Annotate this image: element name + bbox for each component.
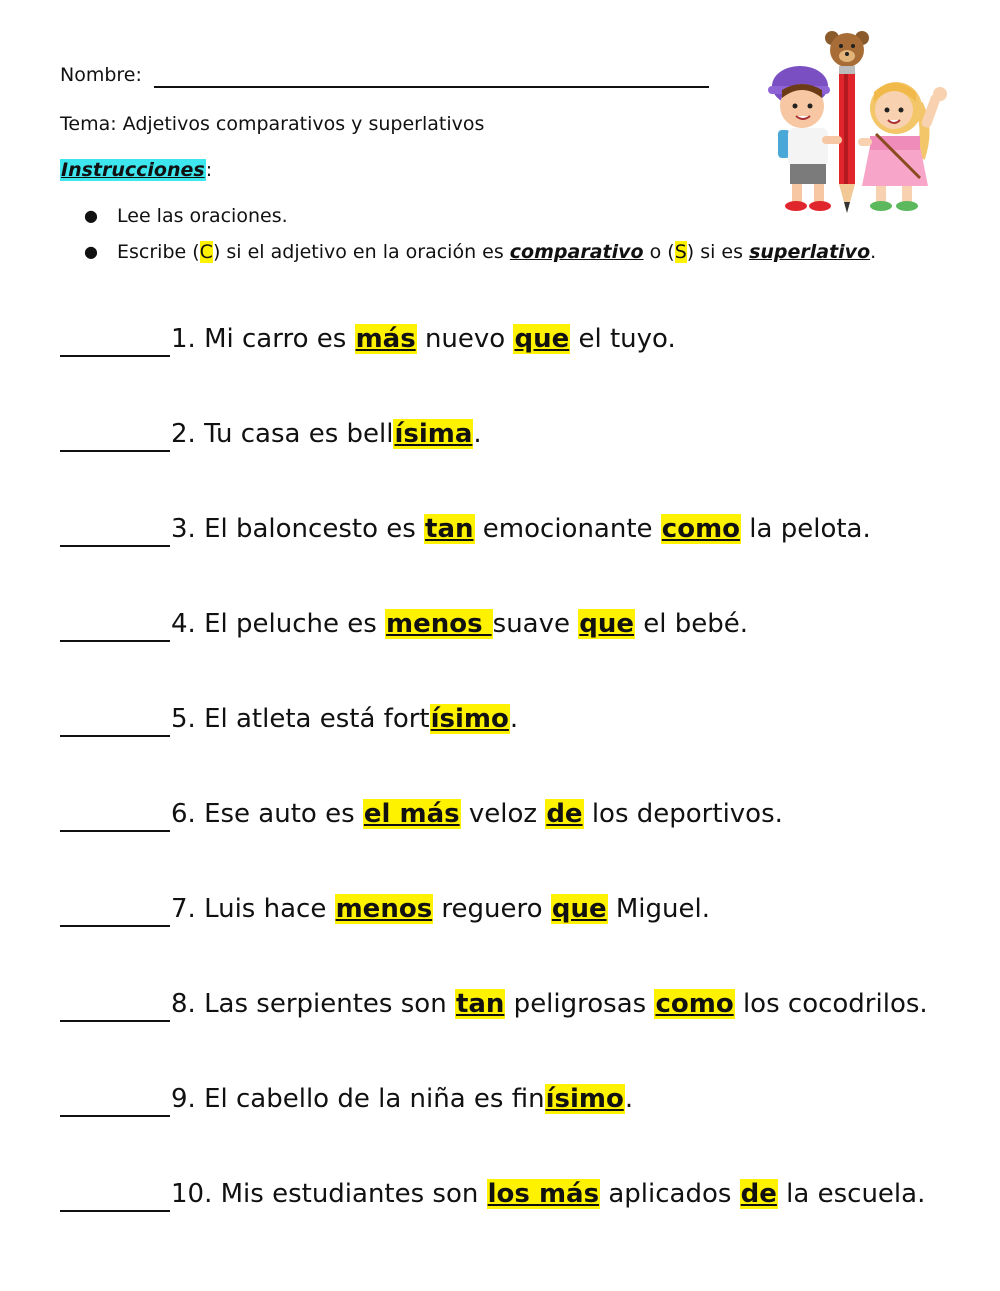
sentence-text: 10. Mis estudiantes son: [171, 1179, 487, 1209]
highlighted-word: como: [661, 514, 741, 544]
keyword-comparativo: comparativo: [509, 241, 644, 263]
letter-s-highlight: S: [674, 241, 687, 263]
sentence-row: [60, 416, 482, 452]
instruction-text-part: Escribe (: [117, 241, 200, 263]
sentence-text: .: [473, 419, 482, 449]
bullet-icon: ●: [84, 206, 98, 225]
sentence-text: aplicados: [600, 1179, 740, 1209]
kids-pencil-illustration: [760, 28, 955, 218]
name-label: Nombre:: [60, 64, 142, 86]
topic-title: Tema: Adjetivos comparativos y superlativos: [60, 113, 485, 135]
instructions-heading: [60, 157, 212, 183]
highlighted-word: como: [655, 989, 734, 1019]
highlighted-word: de: [546, 799, 583, 829]
sentence-text: 2. Tu casa es bell: [171, 419, 394, 449]
sentence-row: [60, 606, 748, 642]
sentence-text: 1. Mi carro es: [171, 324, 355, 354]
highlighted-word: de: [740, 1179, 777, 1209]
sentence-row: [60, 1176, 925, 1212]
sentence-text: los deportivos.: [583, 799, 783, 829]
highlighted-word: menos: [386, 609, 492, 639]
answer-blank[interactable]: [60, 993, 170, 1022]
instruction-text-part: ) si es: [686, 241, 750, 263]
instruction-text-part: ) si el adjetivo en la oración es: [212, 241, 510, 263]
sentence-text: 9. El cabello de la niña es fin: [171, 1084, 545, 1114]
sentence-text: 6. Ese auto es: [171, 799, 363, 829]
highlighted-word: menos: [335, 894, 433, 924]
sentence-text: el bebé.: [635, 609, 749, 639]
answer-blank[interactable]: [60, 423, 170, 452]
sentence-text: 4. El peluche es: [171, 609, 386, 639]
highlighted-word: que: [514, 324, 570, 354]
sentence-row: [60, 986, 928, 1022]
highlighted-word: que: [579, 609, 635, 639]
sentence-text: .: [509, 704, 519, 734]
instructions-title: Instrucciones: [61, 159, 205, 181]
sentence-text: nuevo: [416, 324, 514, 354]
highlighted-word: tan: [455, 989, 505, 1019]
highlighted-word: más: [355, 324, 416, 354]
answer-blank[interactable]: [60, 1088, 170, 1117]
instruction-text: Lee las oraciones.: [117, 205, 288, 227]
name-blank-line: [154, 66, 709, 88]
sentence-text: los cocodrilos.: [734, 989, 928, 1019]
instructions-colon: :: [205, 159, 213, 181]
instruction-item: [82, 203, 876, 239]
sentence-text: suave: [492, 609, 579, 639]
sentence-text: Miguel.: [607, 894, 710, 924]
name-line: [60, 62, 709, 88]
highlighted-word: tan: [425, 514, 474, 544]
instruction-text-part: o (: [643, 241, 675, 263]
highlighted-word: que: [551, 894, 607, 924]
sentence-row: [60, 1081, 633, 1117]
sentence-row: [60, 701, 518, 737]
sentence-text: 8. Las serpientes son: [171, 989, 455, 1019]
sentence-text: el tuyo.: [570, 324, 676, 354]
highlighted-word: ísimo: [545, 1084, 624, 1114]
sentence-row: [60, 891, 710, 927]
sentence-text: reguero: [433, 894, 551, 924]
highlighted-word: ísima: [394, 419, 473, 449]
answer-blank[interactable]: [60, 613, 170, 642]
sentence-text: peligrosas: [505, 989, 655, 1019]
sentence-row: [60, 796, 783, 832]
instruction-item: [82, 239, 876, 275]
answer-blank[interactable]: [60, 708, 170, 737]
instructions-list: [82, 203, 876, 275]
instruction-text-part: .: [870, 241, 877, 263]
letter-c-highlight: C: [199, 241, 213, 263]
sentence-text: la pelota.: [741, 514, 871, 544]
sentence-text: emocionante: [474, 514, 661, 544]
sentence-row: [60, 511, 871, 547]
sentence-text: 7. Luis hace: [171, 894, 335, 924]
highlighted-word: los más: [487, 1179, 600, 1209]
answer-blank[interactable]: [60, 328, 170, 357]
sentence-text: 5. El atleta está fort: [171, 704, 430, 734]
sentence-text: .: [624, 1084, 634, 1114]
answer-blank[interactable]: [60, 803, 170, 832]
bullet-icon: ●: [84, 242, 98, 261]
answer-blank[interactable]: [60, 1183, 170, 1212]
sentence-row: [60, 321, 676, 357]
sentence-text: la escuela.: [777, 1179, 926, 1209]
answer-blank[interactable]: [60, 898, 170, 927]
keyword-superlativo: superlativo: [749, 241, 871, 263]
answer-blank[interactable]: [60, 518, 170, 547]
sentence-text: 3. El baloncesto es: [171, 514, 425, 544]
sentence-text: veloz: [460, 799, 546, 829]
highlighted-word: el más: [363, 799, 460, 829]
highlighted-word: ísimo: [430, 704, 509, 734]
